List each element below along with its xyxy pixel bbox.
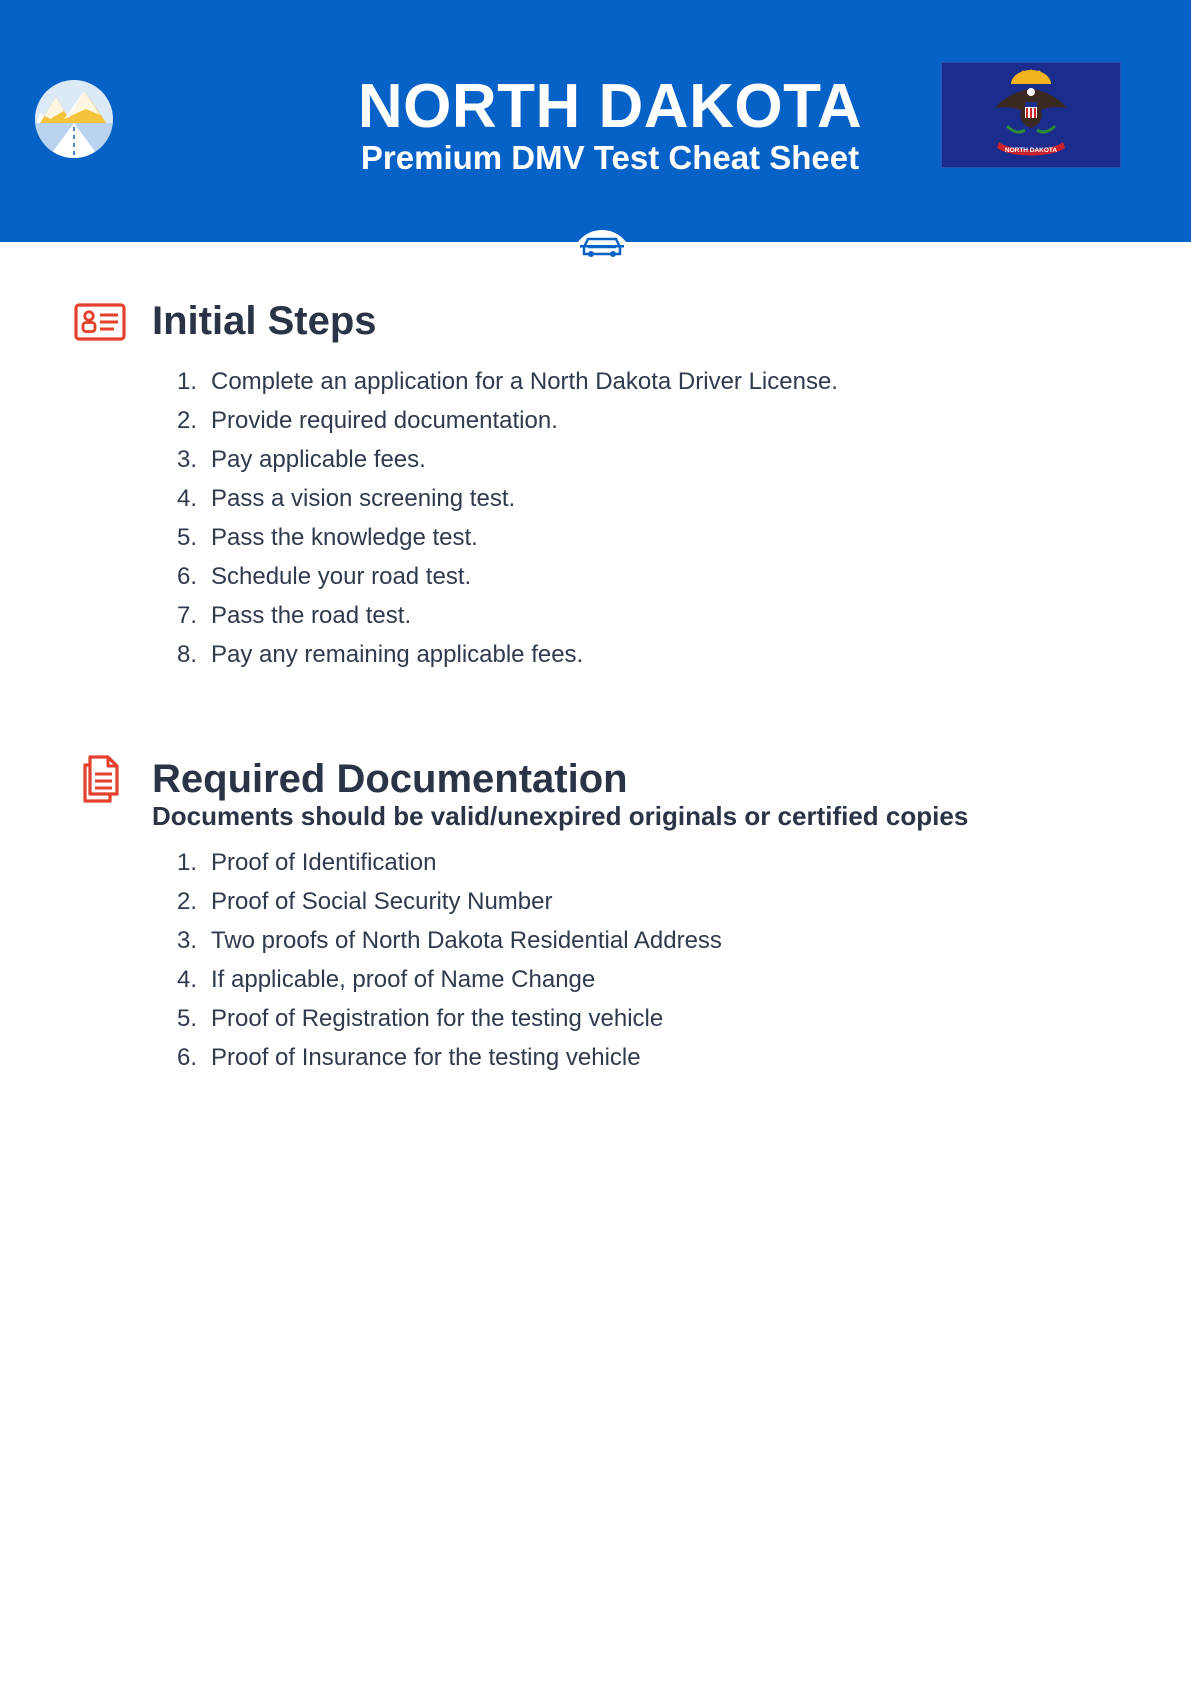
initial-steps-list bbox=[152, 362, 838, 674]
list-item bbox=[152, 557, 838, 596]
list-item-text: Proof of Registration for the testing vehicle bbox=[211, 1005, 664, 1032]
list-item-number: 3. bbox=[176, 927, 197, 954]
list-item bbox=[152, 518, 838, 557]
list-item bbox=[152, 401, 838, 440]
list-item-number: 4. bbox=[176, 485, 197, 512]
list-item-number: 5. bbox=[176, 1005, 197, 1032]
list-item-text: Provide required documentation. bbox=[211, 407, 558, 434]
car-icon bbox=[570, 220, 634, 264]
list-item bbox=[152, 843, 722, 882]
list-item-text: Complete an application for a North Dakota Driver License. bbox=[211, 368, 838, 395]
list-item-text: If applicable, proof of Name Change bbox=[211, 966, 596, 993]
list-item-text: Pay any remaining applicable fees. bbox=[211, 641, 584, 668]
list-item-text: Schedule your road test. bbox=[211, 563, 472, 590]
page-title: NORTH DAKOTA bbox=[357, 72, 863, 141]
list-item-number: 3. bbox=[176, 446, 197, 473]
list-item-number: 6. bbox=[176, 1044, 197, 1071]
list-item-text: Pass the road test. bbox=[211, 602, 412, 629]
list-item-text: Pass the knowledge test. bbox=[211, 524, 478, 551]
list-item-number: 8. bbox=[176, 641, 197, 668]
list-item bbox=[152, 882, 722, 921]
document-icon bbox=[82, 754, 120, 804]
list-item bbox=[152, 999, 722, 1038]
list-item-text: Pass a vision screening test. bbox=[211, 485, 516, 512]
list-item-text: Proof of Identification bbox=[211, 849, 437, 876]
list-item-text: Proof of Social Security Number bbox=[211, 888, 553, 915]
flag-banner-text: NORTH DAKOTA bbox=[1004, 147, 1058, 154]
list-item-text: Two proofs of North Dakota Residential Address bbox=[211, 927, 722, 954]
header-banner bbox=[0, 0, 1191, 242]
list-item-number: 5. bbox=[176, 524, 197, 551]
list-item bbox=[152, 1038, 722, 1077]
section-title-initial-steps: Initial Steps bbox=[152, 299, 377, 343]
list-item bbox=[152, 479, 838, 518]
required-documentation-list bbox=[152, 843, 722, 1077]
section-title-required-documentation: Required Documentation bbox=[152, 757, 628, 801]
list-item bbox=[152, 440, 838, 479]
list-item-number: 6. bbox=[176, 563, 197, 590]
page-subtitle: Premium DMV Test Cheat Sheet bbox=[360, 139, 860, 176]
list-item bbox=[152, 596, 838, 635]
list-item-number: 7. bbox=[176, 602, 197, 629]
list-item-number: 4. bbox=[176, 966, 197, 993]
list-item-number: 1. bbox=[176, 368, 197, 395]
list-item bbox=[152, 362, 838, 401]
list-item-number: 2. bbox=[176, 888, 197, 915]
list-item-number: 1. bbox=[176, 849, 197, 876]
list-item bbox=[152, 635, 838, 674]
id-card-icon bbox=[74, 303, 126, 341]
list-item-text: Pay applicable fees. bbox=[211, 446, 426, 473]
section-subtitle-required-documentation: Documents should be valid/unexpired originals or certified copies bbox=[152, 801, 969, 831]
list-item-text: Proof of Insurance for the testing vehicle bbox=[211, 1044, 641, 1071]
list-item-number: 2. bbox=[176, 407, 197, 434]
list-item bbox=[152, 921, 722, 960]
list-item bbox=[152, 960, 722, 999]
north-dakota-flag-icon bbox=[941, 62, 1121, 168]
